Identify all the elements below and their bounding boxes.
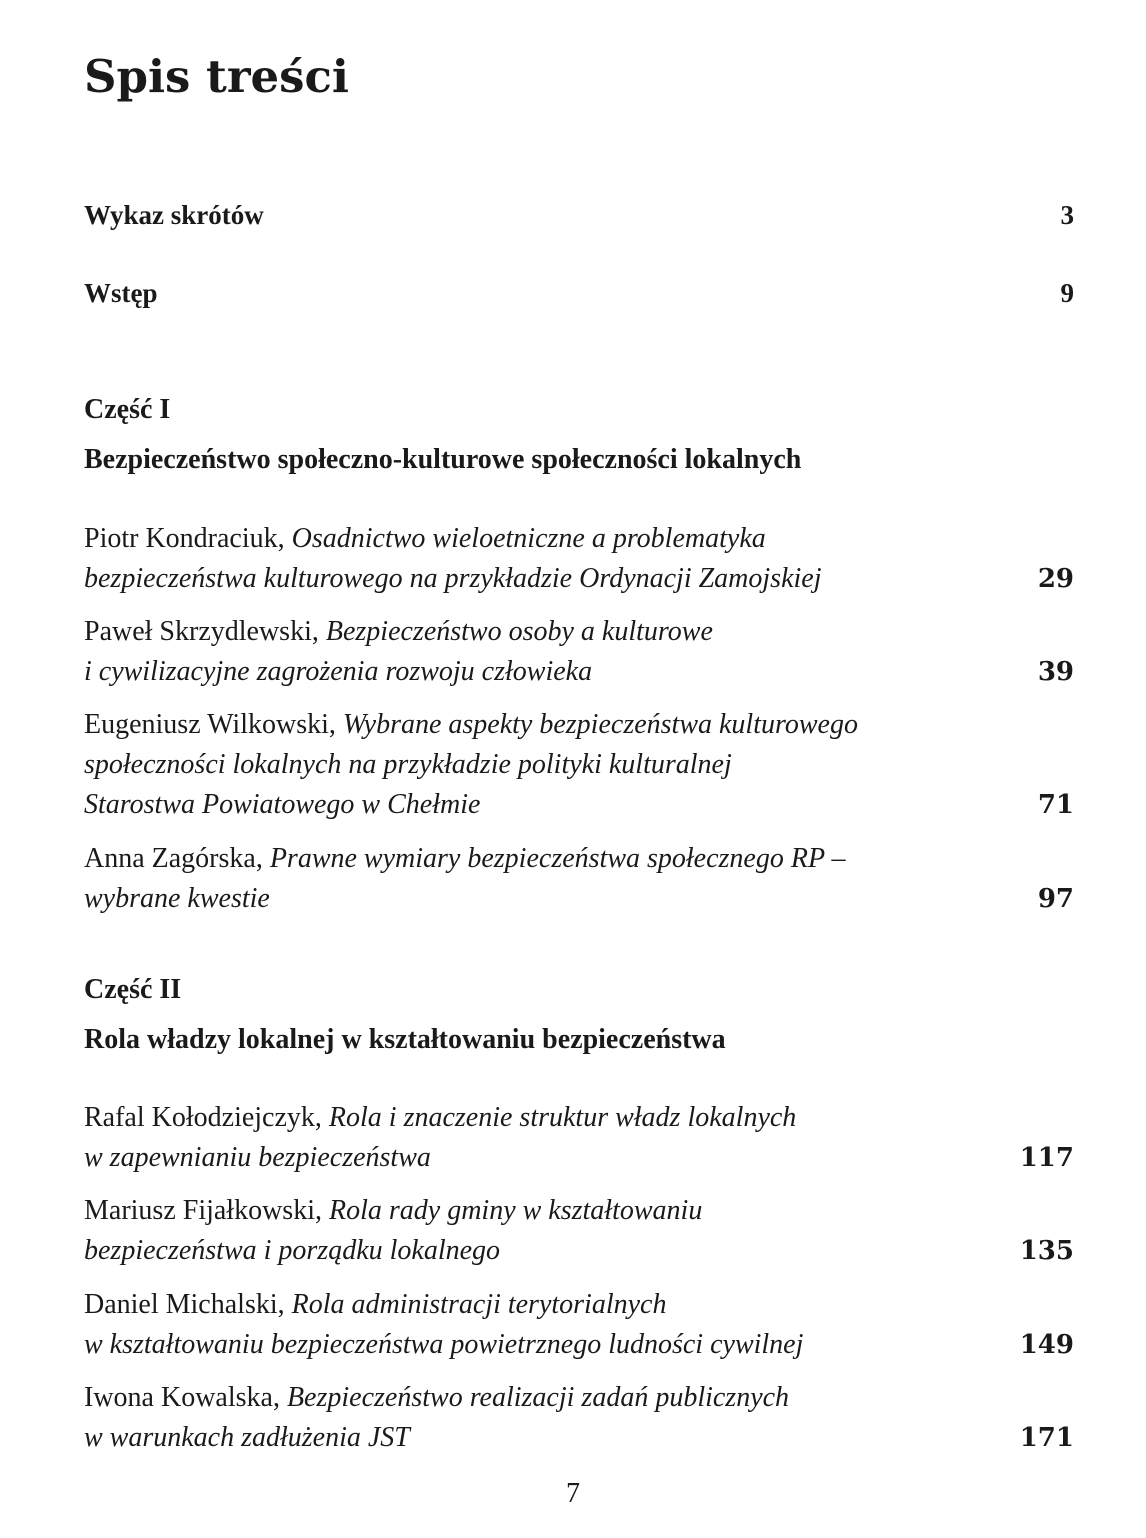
entry-title-line: Rola administracji terytorialnych	[291, 1289, 667, 1320]
entry-author: Piotr Kondraciuk,	[84, 523, 285, 554]
toc-entry-page: 97	[1037, 884, 1074, 914]
toc-entry-page: 149	[1019, 1330, 1074, 1360]
entry-author: Anna Zagórska,	[84, 843, 263, 874]
toc-entry-label: Wykaz skrótów	[84, 200, 264, 230]
toc-entry-page: 117	[1019, 1143, 1074, 1173]
entry-title-line: Rola i znaczenie struktur władz lokalnych	[328, 1102, 797, 1133]
toc-entry[interactable]	[84, 1285, 1074, 1365]
entry-author: Iwona Kowalska,	[84, 1382, 280, 1413]
toc-entry-text	[84, 612, 1022, 692]
entry-title-line: Rola rady gminy w kształtowaniu	[329, 1195, 703, 1226]
toc-entry-text	[84, 1378, 1004, 1458]
entry-title-line: Osadnictwo wieloetniczne a problematyka	[291, 523, 766, 554]
toc-entry[interactable]	[84, 839, 1074, 919]
entry-author: Daniel Michalski,	[84, 1289, 285, 1320]
toc-entry-text	[84, 705, 1022, 825]
entry-title-line: w kształtowaniu bezpieczeństwa powietrznego ludności cywilnej	[84, 1329, 804, 1360]
toc-entry[interactable]	[84, 519, 1074, 599]
toc-entry-page: 135	[1019, 1236, 1074, 1266]
toc-entry-label: Wstęp	[84, 278, 158, 308]
toc-entry-text	[84, 1191, 1004, 1271]
toc-entry-introduction[interactable]	[84, 277, 1074, 309]
entry-title-line: w zapewnianiu bezpieczeństwa	[84, 1142, 431, 1173]
toc-entry[interactable]	[84, 1191, 1074, 1271]
entry-title-line: Wybrane aspekty bezpieczeństwa kulturowego	[342, 709, 858, 740]
entry-title-line: Bezpieczeństwo realizacji zadań publicznych	[286, 1382, 790, 1413]
entry-title-line: Bezpieczeństwo osoby a kulturowe	[325, 616, 713, 647]
entry-title-line: Starostwa Powiatowego w Chełmie	[84, 789, 481, 820]
entry-title-line: i cywilizacyjne zagrożenia rozwoju człowieka	[84, 656, 593, 687]
toc-entry[interactable]	[84, 612, 1074, 692]
entry-title-line: bezpieczeństwa kulturowego na przykładzie Ordynacji Zamojskiej	[84, 563, 822, 594]
part-label: Część I	[84, 394, 171, 425]
toc-entry[interactable]	[84, 1378, 1074, 1458]
toc-entry-page: 71	[1037, 790, 1074, 820]
part-label: Część II	[84, 974, 182, 1005]
entry-author: Rafal Kołodziejczyk,	[84, 1102, 322, 1133]
entry-author: Paweł Skrzydlewski,	[84, 616, 319, 647]
entry-title-line: Prawne wymiary bezpieczeństwa społecznego RP –	[269, 843, 846, 874]
toc-entry-text	[84, 839, 1022, 919]
page-number: 7	[566, 1478, 580, 1509]
page-title: Spis treści	[84, 50, 350, 103]
entry-title-line: społeczności lokalnych na przykładzie polityki kulturalnej	[84, 749, 732, 780]
toc-entry-abbreviations[interactable]	[84, 199, 1074, 231]
toc-entry-page: 171	[1019, 1423, 1074, 1453]
entry-title-line: wybrane kwestie	[84, 883, 270, 914]
toc-entry-page: 3	[1060, 200, 1074, 230]
toc-entry-text	[84, 1098, 1004, 1178]
part-title: Bezpieczeństwo społeczno-kulturowe społeczności lokalnych	[84, 444, 802, 475]
part-title: Rola władzy lokalnej w kształtowaniu bezpieczeństwa	[84, 1024, 726, 1055]
entry-title-line: bezpieczeństwa i porządku lokalnego	[84, 1235, 501, 1266]
toc-entry-page: 39	[1037, 657, 1074, 687]
entry-author: Mariusz Fijałkowski,	[84, 1195, 322, 1226]
toc-entry-text	[84, 1285, 1004, 1365]
toc-entry-text	[84, 519, 1022, 599]
toc-entry-page: 9	[1060, 278, 1074, 308]
toc-entry[interactable]	[84, 1098, 1074, 1178]
entry-author: Eugeniusz Wilkowski,	[84, 709, 336, 740]
entry-title-line: w warunkach zadłużenia JST	[84, 1422, 410, 1453]
toc-entry-page: 29	[1037, 564, 1074, 594]
toc-entry[interactable]	[84, 705, 1074, 825]
